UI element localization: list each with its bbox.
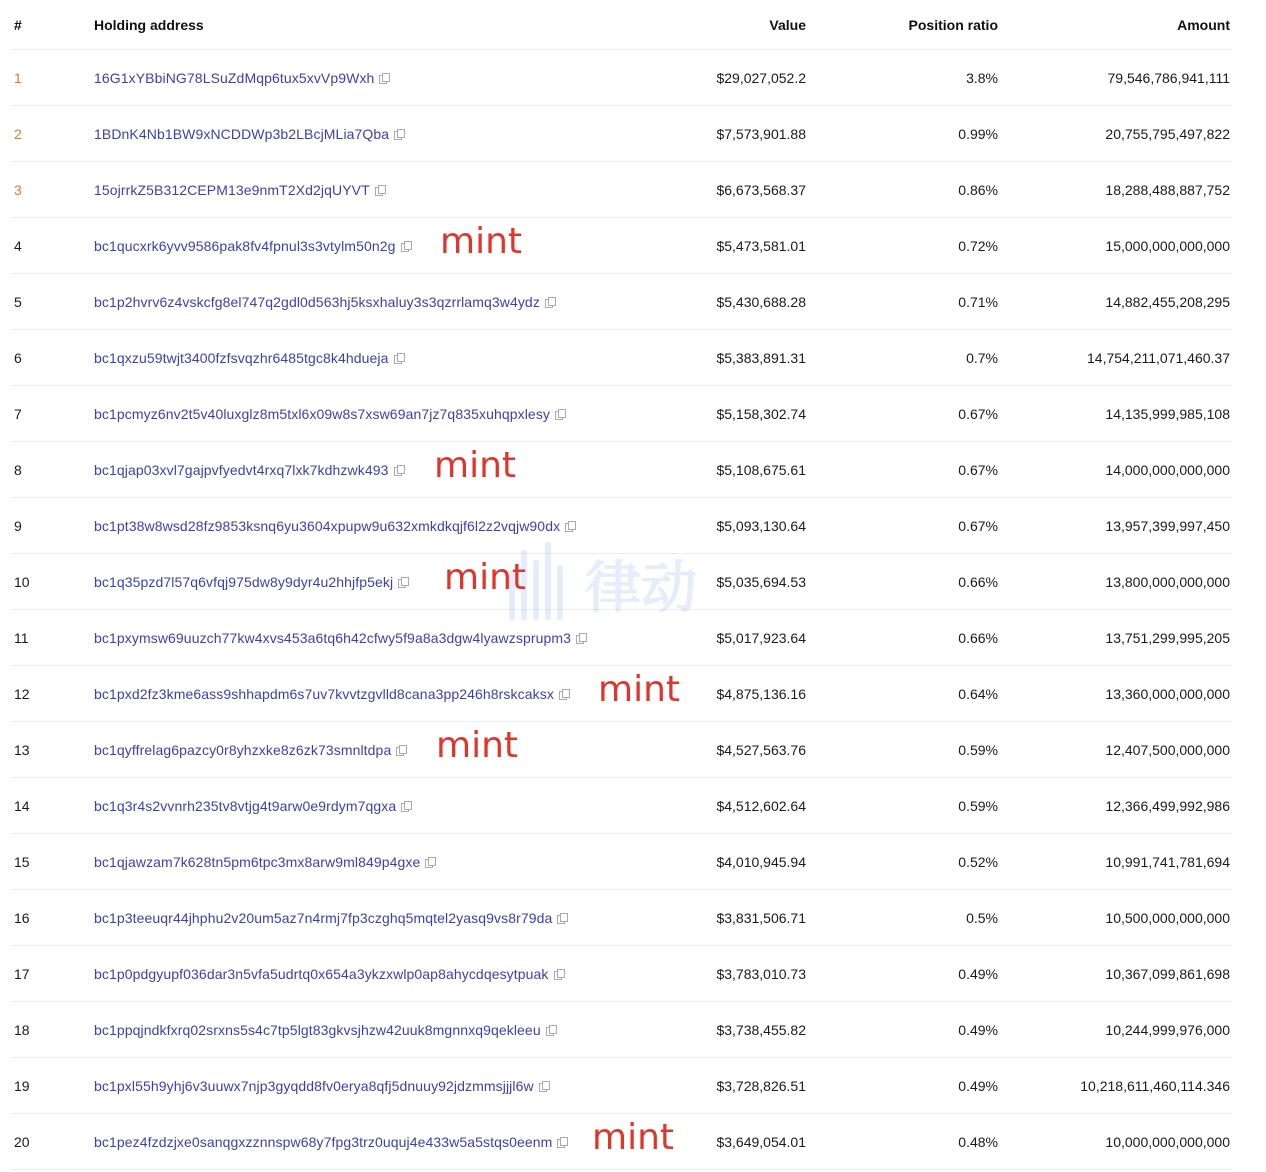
- value-cell: $4,527,563.76: [716, 741, 806, 758]
- ratio-cell: 0.71%: [958, 293, 998, 310]
- address-cell: [94, 834, 694, 889]
- ratio-cell: 0.48%: [958, 1133, 998, 1150]
- value-cell: $5,473,581.01: [716, 237, 806, 254]
- table-row[interactable]: [10, 554, 1232, 610]
- rank-cell: 1: [14, 69, 22, 86]
- value-cell: $7,573,901.88: [716, 125, 806, 142]
- copy-icon[interactable]: [554, 969, 564, 979]
- rank-cell: 18: [14, 1021, 30, 1038]
- ratio-cell: 0.59%: [958, 797, 998, 814]
- value-cell: $4,512,602.64: [716, 797, 806, 814]
- address-link[interactable]: bc1ppqjndkfxrq02srxns5s4c7tp5lgt83gkvsjhzw42uuk8mgnnxq9qekleeu: [94, 1021, 541, 1038]
- ratio-cell: 0.64%: [958, 685, 998, 702]
- amount-cell: 10,244,999,976,000: [1105, 1021, 1230, 1038]
- amount-cell: 18,288,488,887,752: [1105, 181, 1230, 198]
- mint-annotation: mint: [440, 221, 523, 262]
- address-link[interactable]: 1BDnK4Nb1BW9xNCDDWp3b2LBcjMLia7Qba: [94, 125, 390, 142]
- address-cell: [94, 386, 694, 441]
- table-row[interactable]: [10, 834, 1232, 890]
- header-value[interactable]: Value: [769, 16, 806, 33]
- rank-cell: 8: [14, 461, 22, 478]
- table-row[interactable]: [10, 1114, 1232, 1170]
- ratio-cell: 0.67%: [958, 405, 998, 422]
- address-cell: [94, 722, 694, 777]
- address-cell: [94, 890, 694, 945]
- amount-cell: 10,000,000,000,000: [1105, 1133, 1230, 1150]
- address-link[interactable]: bc1qjap03xvl7gajpvfyedvt4rxq7lxk7kdhzwk493: [94, 461, 389, 478]
- value-cell: $5,035,694.53: [716, 573, 806, 590]
- table-row[interactable]: [10, 106, 1232, 162]
- copy-icon[interactable]: [396, 745, 406, 755]
- value-cell: $29,027,052.2: [716, 69, 806, 86]
- address-cell: [94, 946, 694, 1001]
- amount-cell: 10,500,000,000,000: [1105, 909, 1230, 926]
- address-cell: [94, 442, 694, 497]
- address-link[interactable]: bc1q35pzd7l57q6vfqj975dw8y9dyr4u2hhjfp5ekj: [94, 573, 394, 590]
- copy-icon[interactable]: [401, 241, 411, 251]
- address-cell: [94, 778, 694, 833]
- rank-cell: 15: [14, 853, 30, 870]
- value-cell: $3,649,054.01: [716, 1133, 806, 1150]
- value-cell: $3,738,455.82: [716, 1021, 806, 1038]
- table-row[interactable]: [10, 50, 1232, 106]
- table-row[interactable]: [10, 666, 1232, 722]
- copy-icon[interactable]: [398, 577, 408, 587]
- address-link[interactable]: bc1p0pdgyupf036dar3n5vfa5udrtq0x654a3ykzxwlp0ap8ahycdqesytpuak: [94, 965, 549, 982]
- copy-icon[interactable]: [401, 801, 411, 811]
- value-cell: $3,728,826.51: [716, 1077, 806, 1094]
- address-cell: [94, 274, 694, 329]
- amount-cell: 14,135,999,985,108: [1105, 405, 1230, 422]
- ratio-cell: 0.49%: [958, 1077, 998, 1094]
- ratio-cell: 0.52%: [958, 853, 998, 870]
- address-cell: [94, 610, 694, 665]
- address-cell: [94, 1002, 694, 1057]
- rank-cell: 7: [14, 405, 22, 422]
- copy-icon[interactable]: [539, 1081, 549, 1091]
- holders-table: [10, 0, 1232, 1170]
- mint-annotation: mint: [598, 669, 681, 710]
- ratio-cell: 0.66%: [958, 629, 998, 646]
- copy-icon[interactable]: [379, 73, 389, 83]
- address-link[interactable]: 15ojrrkZ5B312CEPM13e9nmT2Xd2jqUYVT: [94, 181, 370, 198]
- copy-icon[interactable]: [394, 353, 404, 363]
- address-link[interactable]: bc1qyffrelag6pazcy0r8yhzxke8z6zk73smnltdpa: [94, 741, 392, 758]
- ratio-cell: 0.86%: [958, 181, 998, 198]
- rank-cell: 2: [14, 125, 22, 142]
- header-amount[interactable]: Amount: [1177, 16, 1230, 33]
- copy-icon[interactable]: [546, 1025, 556, 1035]
- copy-icon[interactable]: [559, 689, 569, 699]
- address-cell: [94, 1058, 694, 1113]
- ratio-cell: 0.72%: [958, 237, 998, 254]
- rank-cell: 14: [14, 797, 30, 814]
- value-cell: $5,017,923.64: [716, 629, 806, 646]
- table-row[interactable]: [10, 946, 1232, 1002]
- rank-cell: 9: [14, 517, 22, 534]
- table-row[interactable]: [10, 1002, 1232, 1058]
- address-link[interactable]: bc1pxd2fz3kme6ass9shhapdm6s7uv7kvvtzgvlld8cana3pp246h8rskcaksx: [94, 685, 554, 702]
- amount-cell: 14,000,000,000,000: [1105, 461, 1230, 478]
- amount-cell: 20,755,795,497,822: [1105, 125, 1230, 142]
- table-row[interactable]: [10, 442, 1232, 498]
- table-body: [10, 50, 1232, 1170]
- table-row[interactable]: [10, 890, 1232, 946]
- amount-cell: 13,751,299,995,205: [1105, 629, 1230, 646]
- copy-icon[interactable]: [576, 633, 586, 643]
- copy-icon[interactable]: [557, 1137, 567, 1147]
- rank-cell: 13: [14, 741, 30, 758]
- rank-cell: 12: [14, 685, 30, 702]
- value-cell: $5,383,891.31: [716, 349, 806, 366]
- value-cell: $6,673,568.37: [716, 181, 806, 198]
- rank-cell: 4: [14, 237, 22, 254]
- address-cell: [94, 330, 694, 385]
- address-link[interactable]: bc1qxzu59twjt3400fzfsvqzhr6485tgc8k4hdueja: [94, 349, 389, 366]
- value-cell: $4,010,945.94: [716, 853, 806, 870]
- amount-cell: 79,546,786,941,111: [1107, 69, 1230, 86]
- value-cell: $4,875,136.16: [716, 685, 806, 702]
- value-cell: $5,430,688.28: [716, 293, 806, 310]
- copy-icon[interactable]: [394, 129, 404, 139]
- mint-annotation: mint: [434, 445, 517, 486]
- amount-cell: 14,754,211,071,460.37: [1087, 349, 1230, 366]
- address-link[interactable]: bc1pez4fzdzjxe0sanqgxzznnspw68y7fpg3trz0uquj4e433w5a5stqs0eenm: [94, 1133, 553, 1150]
- header-rank: #: [14, 16, 22, 33]
- rank-cell: 17: [14, 965, 30, 982]
- header-position-ratio[interactable]: Position ratio: [908, 16, 998, 33]
- table-row[interactable]: [10, 330, 1232, 386]
- address-link[interactable]: bc1p2hvrv6z4vskcfg8el747q2gdl0d563hj5ksxhaluy3s3qzrrlamq3w4ydz: [94, 293, 540, 310]
- copy-icon[interactable]: [555, 409, 565, 419]
- address-link[interactable]: bc1qjawzam7k628tn5pm6tpc3mx8arw9ml849p4gxe: [94, 853, 421, 870]
- value-cell: $3,783,010.73: [716, 965, 806, 982]
- rank-cell: 19: [14, 1077, 30, 1094]
- copy-icon[interactable]: [394, 465, 404, 475]
- address-link[interactable]: 16G1xYBbiNG78LSuZdMqp6tux5xvVp9Wxh: [94, 69, 375, 86]
- table-row[interactable]: [10, 274, 1232, 330]
- amount-cell: 15,000,000,000,000: [1105, 237, 1230, 254]
- address-cell: [94, 50, 694, 105]
- amount-cell: 10,367,099,861,698: [1105, 965, 1230, 982]
- mint-annotation: mint: [592, 1117, 675, 1158]
- table-row[interactable]: [10, 778, 1232, 834]
- address-link[interactable]: bc1qucxrk6yvv9586pak8fv4fpnul3s3vtylm50n2g: [94, 237, 396, 254]
- ratio-cell: 0.59%: [958, 741, 998, 758]
- address-cell: [94, 498, 694, 553]
- rank-cell: 11: [14, 629, 29, 646]
- mint-annotation: mint: [444, 557, 527, 598]
- rank-cell: 5: [14, 293, 22, 310]
- ratio-cell: 0.7%: [966, 349, 998, 366]
- amount-cell: 13,360,000,000,000: [1105, 685, 1230, 702]
- address-link[interactable]: bc1q3r4s2vvnrh235tv8vtjg4t9arw0e9rdym7qgxa: [94, 797, 397, 814]
- table-row[interactable]: [10, 610, 1232, 666]
- address-link[interactable]: bc1pt38w8wsd28fz9853ksnq6yu3604xpupw9u632xmkdkqjf6l2z2vqjw90dx: [94, 517, 561, 534]
- address-link[interactable]: bc1p3teeuqr44jhphu2v20um5az7n4rmj7fp3czghq5mqtel2yasq9vs8r79da: [94, 909, 553, 926]
- rank-cell: 10: [14, 573, 30, 590]
- value-cell: $5,108,675.61: [716, 461, 806, 478]
- value-cell: $5,158,302.74: [716, 405, 806, 422]
- ratio-cell: 0.67%: [958, 461, 998, 478]
- copy-icon[interactable]: [557, 913, 567, 923]
- table-row[interactable]: [10, 386, 1232, 442]
- value-cell: $3,831,506.71: [716, 909, 806, 926]
- table-row[interactable]: [10, 218, 1232, 274]
- rank-cell: 3: [14, 181, 22, 198]
- amount-cell: 12,407,500,000,000: [1105, 741, 1230, 758]
- address-cell: [94, 218, 694, 273]
- amount-cell: 10,218,611,460,114.346: [1080, 1077, 1230, 1094]
- address-link[interactable]: bc1pcmyz6nv2t5v40luxglz8m5txl6x09w8s7xsw69an7jz7q835xuhqpxlesy: [94, 405, 551, 422]
- value-cell: $5,093,130.64: [716, 517, 806, 534]
- table-row[interactable]: [10, 1058, 1232, 1114]
- rank-cell: 16: [14, 909, 30, 926]
- address-link[interactable]: bc1pxymsw69uuzch77kw4xvs453a6tq6h42cfwy5f9a8a3dgw4lyawzsprupm3: [94, 629, 572, 646]
- header-address: Holding address: [94, 16, 204, 33]
- ratio-cell: 0.99%: [958, 125, 998, 142]
- address-cell: [94, 162, 694, 217]
- address-link[interactable]: bc1pxl55h9yhj6v3uuwx7njp3gyqdd8fv0erya8qfj5dnuuy92jdzmmsjjjl6w: [94, 1077, 534, 1094]
- amount-cell: 13,957,399,997,450: [1105, 517, 1230, 534]
- amount-cell: 14,882,455,208,295: [1105, 293, 1230, 310]
- table-row[interactable]: [10, 722, 1232, 778]
- ratio-cell: 0.67%: [958, 517, 998, 534]
- amount-cell: 13,800,000,000,000: [1105, 573, 1230, 590]
- amount-cell: 10,991,741,781,694: [1105, 853, 1230, 870]
- copy-icon[interactable]: [565, 521, 575, 531]
- ratio-cell: 0.66%: [958, 573, 998, 590]
- copy-icon[interactable]: [375, 185, 385, 195]
- amount-cell: 12,366,499,992,986: [1105, 797, 1230, 814]
- ratio-cell: 3.8%: [966, 69, 998, 86]
- rank-cell: 6: [14, 349, 22, 366]
- table-row[interactable]: [10, 498, 1232, 554]
- table-row[interactable]: [10, 162, 1232, 218]
- address-cell: [94, 106, 694, 161]
- copy-icon[interactable]: [425, 857, 435, 867]
- table-header: [10, 0, 1232, 50]
- watermark-text: 律动: [585, 556, 697, 621]
- rank-cell: 20: [14, 1133, 30, 1150]
- copy-icon[interactable]: [545, 297, 555, 307]
- ratio-cell: 0.49%: [958, 965, 998, 982]
- address-cell: [94, 554, 694, 609]
- mint-annotation: mint: [436, 725, 519, 766]
- ratio-cell: 0.49%: [958, 1021, 998, 1038]
- ratio-cell: 0.5%: [966, 909, 998, 926]
